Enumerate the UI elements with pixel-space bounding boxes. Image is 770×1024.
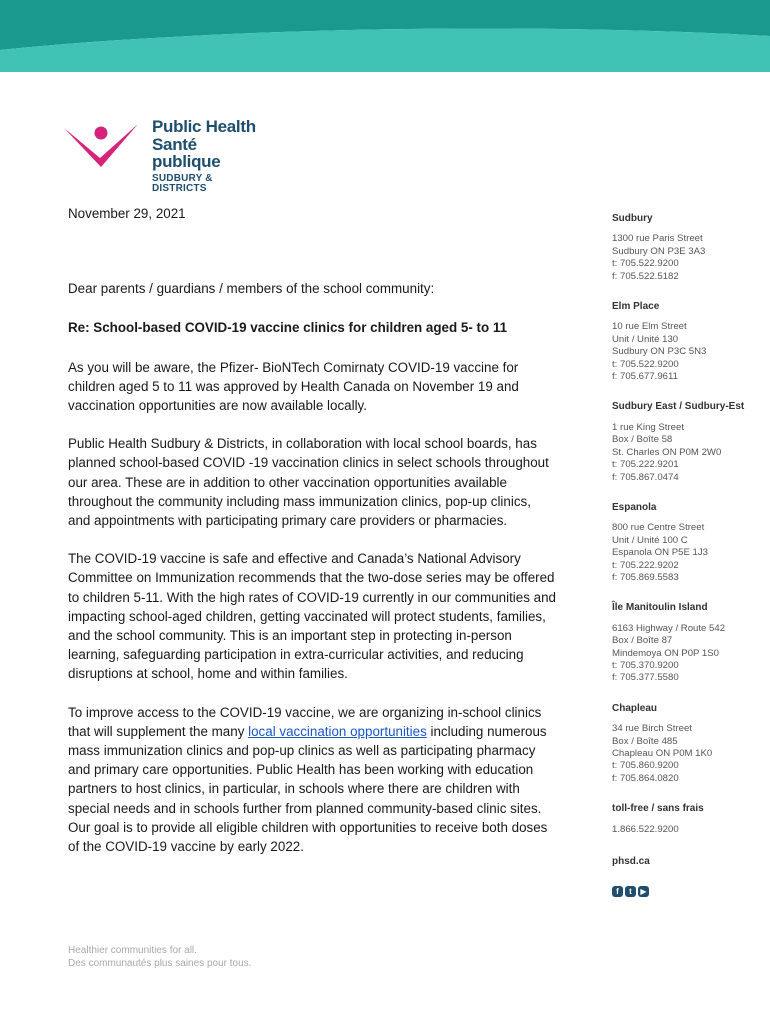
letter-paragraph-2: Public Health Sudbury & Districts, in collaboration with local school boards, has planned school-based COVID -19 vaccination clinics in select schools throughout our area. These are in addition to other vaccination opportunities available throughout the community including mass immunization clinics, pop-up clinics, and appointments with participating primary care providers or pharmacies. <box>68 436 549 529</box>
office-block <box>612 301 762 383</box>
local-vaccination-link[interactable]: local vaccination opportunities <box>248 723 427 739</box>
office-list <box>612 213 762 785</box>
tollfree-block <box>612 803 762 836</box>
office-line: Sudbury ON P3C 5N3 <box>612 346 707 358</box>
office-line: 1300 rue Paris Street <box>612 233 703 245</box>
logo-line1: Public Health <box>152 117 256 136</box>
header-band <box>0 0 770 72</box>
office-line: Box / Boîte 485 <box>612 735 678 747</box>
office-line: 800 rue Centre Street <box>612 522 705 534</box>
office-line: St. Charles ON P0M 2W0 <box>612 446 722 458</box>
letter-paragraph-3: The COVID-19 vaccine is safe and effective and Canada’s National Advisory Committee on Immunization recommends that the two-dose series may be offered to children 5-11. With the high rates of COVID-19 currently in our communities and impacting school-aged children, getting vaccinated will protect students, families, and the school community. This is an important step in protecting in-person learning, safeguarding participation in extra-curricular activities, and reducing disruptions at school, home and within families. <box>68 551 556 682</box>
office-line: Chapleau ON P0M 1K0 <box>612 748 713 759</box>
office-line: 6163 Highway / Route 542 <box>612 622 726 634</box>
office-block <box>612 401 762 483</box>
office-line: t: 705.860.9200 <box>612 760 679 772</box>
office-line: f: 705.522.5182 <box>612 270 679 282</box>
office-line: Unit / Unité 100 C <box>612 534 688 546</box>
letter-paragraph-4 <box>68 703 556 857</box>
social-icons <box>612 886 762 897</box>
office-name: Sudbury East / Sudbury-Est <box>612 401 745 413</box>
office-block <box>612 213 762 283</box>
office-line: 1 rue King Street <box>612 421 684 433</box>
office-line: 34 rue Birch Street <box>612 723 692 735</box>
office-line: Box / Boîte 87 <box>612 635 673 647</box>
office-line: t: 705.370.9200 <box>612 659 679 671</box>
office-block <box>612 703 762 785</box>
office-line: Unit / Unité 130 <box>612 333 679 345</box>
office-line: f: 705.377.5580 <box>612 672 679 684</box>
logo-line2: Santé publique <box>152 135 221 171</box>
office-line: Box / Boîte 58 <box>612 434 673 446</box>
office-line: f: 705.864.0820 <box>612 772 679 784</box>
footer-tagline <box>68 944 251 970</box>
office-line: Sudbury ON P3E 3A3 <box>612 245 706 257</box>
office-name: Île Manitoulin Island <box>612 602 708 614</box>
youtube-icon[interactable]: ▶ <box>638 886 649 897</box>
office-name: Espanola <box>612 501 657 513</box>
office-line: f: 705.677.9611 <box>612 371 678 383</box>
tagline-en: Healthier communities for all. <box>68 945 197 956</box>
office-line: 10 rue Elm Street <box>612 321 687 333</box>
office-line: t: 705.522.9200 <box>612 258 679 270</box>
office-name: Elm Place <box>612 301 660 313</box>
office-name: Sudbury <box>612 213 653 224</box>
office-line: t: 705.222.9201 <box>612 459 679 471</box>
office-line: t: 705.222.9202 <box>612 559 679 571</box>
paragraph-4-after: including numerous mass immunization clinics and pop-up clinics as well as participating pharmacy and primary care opportunities. Public Health has been working with education partners to host clinics, in particular, in schools where there are children with special needs and in schools further from planned community-based clinic sites. Our goal is to provide all eligible children with opportunities to receive both doses of the COVID-19 vaccine by early 2022. <box>68 723 548 855</box>
paragraph-4-before: To improve access to the COVID-19 vaccine, we are organizing in-school clinics that will supplement the many <box>68 704 542 739</box>
facebook-icon[interactable]: f <box>612 886 623 897</box>
office-block <box>612 602 762 684</box>
office-name: Chapleau <box>612 702 658 714</box>
tollfree-label: toll-free / sans frais <box>612 803 704 815</box>
office-line: f: 705.867.0474 <box>612 471 679 483</box>
office-line: f: 705.869.5583 <box>612 571 679 583</box>
tollfree-number: 1.866.522.9200 <box>612 823 679 835</box>
letter-body <box>68 204 556 875</box>
website-link[interactable]: phsd.ca <box>612 856 650 868</box>
organization-logo <box>64 116 264 194</box>
twitter-icon[interactable]: t <box>625 886 636 897</box>
logo-line3: SUDBURY & DISTRICTS <box>152 173 213 194</box>
office-line: Espanola ON P5E 1J3 <box>612 547 708 559</box>
letter-paragraph-1: As you will be aware, the Pfizer- BioNTech Comirnaty COVID-19 vaccine for children aged 5 to 11 was approved by Health Canada on November 19 and vaccination opportunities are now available locally. <box>68 359 519 414</box>
office-sidebar <box>612 213 762 897</box>
letter-date: November 29, 2021 <box>68 206 186 221</box>
tagline-fr: Des communautés plus saines pour tous. <box>68 958 252 969</box>
office-block <box>612 502 762 584</box>
office-line: t: 705.522.9200 <box>612 358 679 370</box>
logo-mark-icon <box>64 120 140 170</box>
office-line: Mindemoya ON P0P 1S0 <box>612 647 720 659</box>
letter-salutation: Dear parents / guardians / members of the school community: <box>68 281 435 297</box>
letter-subject: Re: School-based COVID-19 vaccine clinics for children aged 5- to 11 <box>68 320 508 336</box>
